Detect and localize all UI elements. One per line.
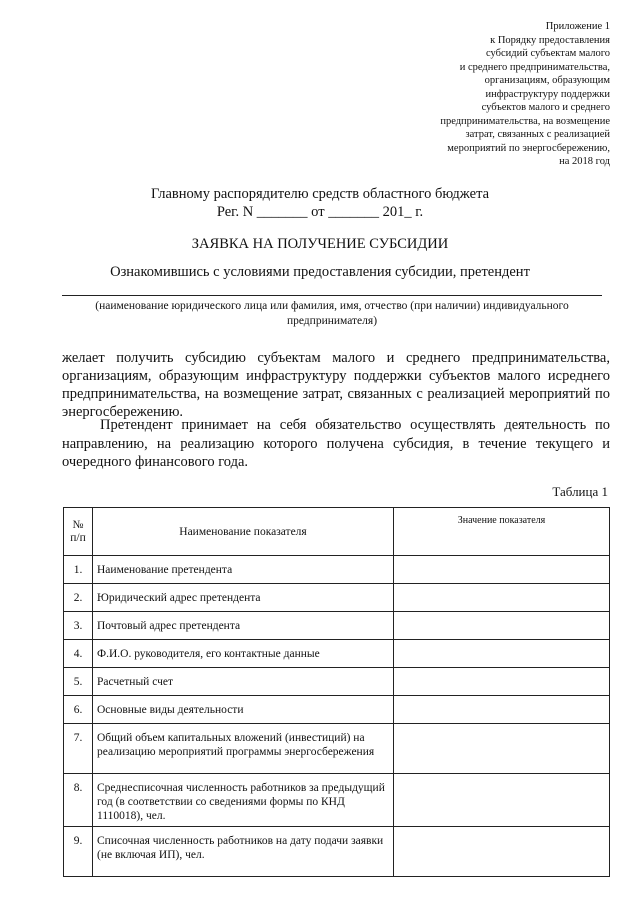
header-value: Значение показателя [394,508,610,556]
applicant-name-line [62,295,602,296]
table-row [64,584,610,612]
table-row [64,612,610,640]
row-value [394,612,610,640]
table-row [64,724,610,774]
row-num: 5. [64,668,93,696]
row-value [394,668,610,696]
row-name: Списочная численность работников на дату подачи заявки (не включая ИП), чел. [93,827,394,877]
addressee-line: Главному распорядителю средств областного бюджета [150,186,490,202]
indicators-table [63,507,610,877]
row-num: 2. [64,584,93,612]
row-name: Почтовый адрес претендента [93,612,394,640]
header-num: № п/п [64,508,93,556]
annex-line: и среднего предпринимательства, [459,61,610,73]
annex-line: субъектов малого и среднего [481,102,610,113]
row-name: Ф.И.О. руководителя, его контактные данные [93,640,394,668]
header-name: Наименование показателя [93,508,394,556]
annex-note [370,20,610,169]
document-title: ЗАЯВКА НА ПОЛУЧЕНИЕ СУБСИДИИ [191,236,449,252]
row-value [394,827,610,877]
table-row [64,640,610,668]
annex-line: предпринимательства, на возмещение [440,115,610,127]
annex-line: инфраструктуру поддержки [485,88,610,100]
table-header-row [64,508,610,556]
addressee-block [0,185,640,221]
row-value [394,724,610,774]
row-value [394,774,610,827]
row-name: Юридический адрес претендента [93,584,394,612]
table-label: Таблица 1 [552,484,608,499]
row-num: 3. [64,612,93,640]
annex-line: организациям, образующим [484,75,610,86]
row-value [394,556,610,584]
row-name: Среднесписочная численность работников за предыдущий год (в соответствии со сведениями формы по КНД 1110018), чел. [93,774,394,827]
row-num: 6. [64,696,93,724]
row-name: Расчетный счет [93,668,394,696]
table-row [64,774,610,827]
row-value [394,696,610,724]
paragraph-request: желает получить субсидию субъектам малого и среднего предпринимательства, организациям, образующим инфраструктуру поддержки субъектов малого исреднего предпринимательства, на возмещение затрат, связанных с реализацией мероприятий по энергосбережению. [62,350,610,420]
annex-line: затрат, связанных с реализацией [465,129,610,140]
row-num: 1. [64,556,93,584]
annex-line: мероприятий по энергосбережению, [447,142,610,154]
paragraph-obligation: Претендент принимает на себя обязательство осуществлять деятельность по направлению, на реализацию которого получена субсидия, в течение текущего и очередного финансового года. [62,417,610,470]
row-name: Основные виды деятельности [93,696,394,724]
registration-line: Рег. N _______ от _______ 201_ г. [216,204,424,220]
table-row [64,827,610,877]
table-row [64,556,610,584]
annex-line: к Порядку предоставления [490,34,610,46]
intro-line: Ознакомившись с условиями предоставления субсидии, претендент [110,264,530,280]
annex-line: Приложение 1 [545,21,610,32]
annex-line: субсидий субъектам малого [486,48,610,59]
row-num: 8. [64,774,93,827]
table-row [64,696,610,724]
applicant-name-hint: (наименование юридического лица или фамилия, имя, отчество (при наличии) индивидуального предпринимателя) [95,300,569,327]
row-num: 9. [64,827,93,877]
row-name: Общий объем капитальных вложений (инвестиций) на реализацию мероприятий программы энергосбережения [93,724,394,774]
row-num: 7. [64,724,93,774]
row-name: Наименование претендента [93,556,394,584]
row-value [394,584,610,612]
table-row [64,668,610,696]
row-num: 4. [64,640,93,668]
row-value [394,640,610,668]
annex-line: на 2018 год [559,156,610,167]
